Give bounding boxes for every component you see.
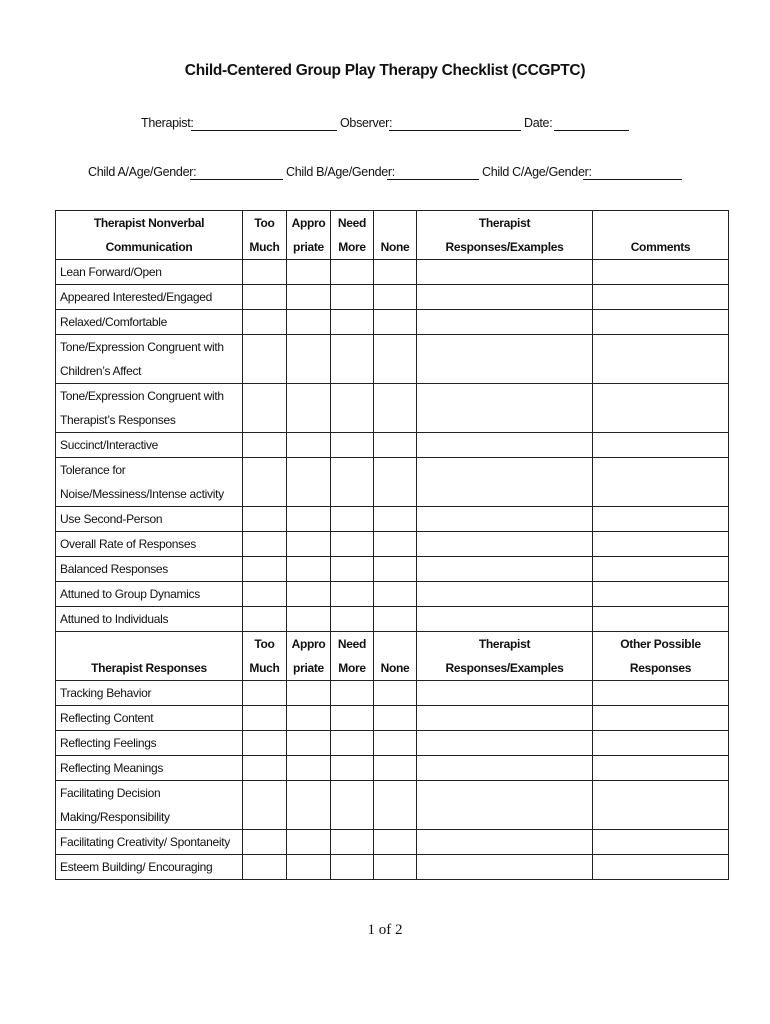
item-label-line: Attuned to Group Dynamics: [60, 587, 200, 601]
appropriate-header: [287, 632, 331, 681]
item-label-line: Making/Responsibility: [60, 810, 170, 824]
header-line: Appro: [291, 637, 326, 651]
too-much-cell[interactable]: [243, 731, 287, 756]
item-label: [56, 681, 243, 706]
item-label: [56, 260, 243, 285]
none-header: [374, 632, 417, 681]
appropriate-cell[interactable]: [287, 582, 331, 607]
examples-cell[interactable]: [417, 731, 593, 756]
examples-header: [417, 211, 593, 260]
observer-label: Observer:: [340, 116, 393, 130]
examples-cell[interactable]: [417, 557, 593, 582]
last-column-cell[interactable]: [593, 458, 729, 507]
item-label: [56, 756, 243, 781]
appropriate-cell[interactable]: [287, 781, 331, 830]
need-more-cell[interactable]: [331, 384, 374, 433]
header-line: Need: [337, 637, 367, 651]
item-label-line: Relaxed/Comfortable: [60, 315, 168, 329]
last-column-cell[interactable]: [593, 756, 729, 781]
item-label: [56, 458, 243, 507]
last-column-cell[interactable]: [593, 855, 729, 880]
child-a-field[interactable]: [190, 165, 283, 180]
none-cell[interactable]: [374, 855, 417, 880]
header-line: Too: [254, 216, 275, 230]
table-row: [56, 507, 729, 532]
item-label-line: Succinct/Interactive: [60, 438, 159, 452]
table-row: [56, 310, 729, 335]
none-cell[interactable]: [374, 781, 417, 830]
need-more-header: [331, 632, 374, 681]
header-line: Therapist Responses/Examples: [445, 216, 564, 254]
too-much-cell[interactable]: [243, 433, 287, 458]
item-label-line: Reflecting Meanings: [60, 761, 164, 775]
header-line: More: [338, 661, 366, 675]
need-more-cell[interactable]: [331, 532, 374, 557]
last-column-cell[interactable]: [593, 706, 729, 731]
too-much-cell[interactable]: [243, 285, 287, 310]
last-column-cell[interactable]: [593, 310, 729, 335]
item-label-line: Children’s Affect: [60, 364, 142, 378]
item-label-line: Use Second-Person: [60, 512, 163, 526]
child-a-label: Child A/Age/Gender:: [88, 165, 197, 179]
last-column-cell[interactable]: [593, 607, 729, 632]
section1-header-row: [56, 211, 729, 260]
table-row: [56, 557, 729, 582]
item-label-line: Facilitating Decision: [60, 786, 161, 800]
examples-cell[interactable]: [417, 756, 593, 781]
checklist-table: [55, 210, 729, 880]
item-label-line: Overall Rate of Responses: [60, 537, 196, 551]
table-row: [56, 335, 729, 384]
item-label-line: Noise/Messiness/Intense activity: [60, 487, 224, 501]
need-more-cell[interactable]: [331, 582, 374, 607]
need-more-cell[interactable]: [331, 557, 374, 582]
header-line: Much: [249, 240, 280, 254]
table-row: [56, 607, 729, 632]
appropriate-cell[interactable]: [287, 557, 331, 582]
need-more-cell[interactable]: [331, 458, 374, 507]
need-more-cell[interactable]: [331, 260, 374, 285]
item-label-line: Appeared Interested/Engaged: [60, 290, 213, 304]
date-label: Date:: [524, 116, 553, 130]
last-column-cell[interactable]: [593, 830, 729, 855]
item-label-line: Tolerance for: [60, 463, 126, 477]
none-cell[interactable]: [374, 830, 417, 855]
need-more-cell[interactable]: [331, 731, 374, 756]
table-row: [56, 706, 729, 731]
too-much-cell[interactable]: [243, 532, 287, 557]
need-more-cell[interactable]: [331, 830, 374, 855]
item-label: [56, 731, 243, 756]
item-label: [56, 433, 243, 458]
examples-cell[interactable]: [417, 260, 593, 285]
appropriate-cell[interactable]: [287, 681, 331, 706]
appropriate-cell[interactable]: [287, 855, 331, 880]
need-more-cell[interactable]: [331, 433, 374, 458]
item-label: [56, 507, 243, 532]
observer-field[interactable]: [389, 116, 521, 131]
table-row: [56, 532, 729, 557]
too-much-cell[interactable]: [243, 310, 287, 335]
none-cell[interactable]: [374, 731, 417, 756]
too-much-cell[interactable]: [243, 260, 287, 285]
section2-header-label: [56, 632, 243, 681]
page-number: 1 of 2: [367, 922, 403, 938]
header-line: Much: [249, 661, 280, 675]
last-column-cell[interactable]: [593, 731, 729, 756]
appropriate-cell[interactable]: [287, 756, 331, 781]
none-cell[interactable]: [374, 706, 417, 731]
document-title: Child-Centered Group Play Therapy Checklist (CCGPTC): [184, 62, 586, 79]
last-column-cell[interactable]: [593, 260, 729, 285]
need-more-cell[interactable]: [331, 507, 374, 532]
table-row: [56, 681, 729, 706]
item-label-line: Facilitating Creativity/ Spontaneity: [60, 835, 230, 849]
appropriate-cell[interactable]: [287, 532, 331, 557]
item-label-line: Reflecting Content: [60, 711, 154, 725]
examples-cell[interactable]: [417, 310, 593, 335]
appropriate-cell[interactable]: [287, 607, 331, 632]
too-much-cell[interactable]: [243, 756, 287, 781]
too-much-header: [243, 211, 287, 260]
item-label-line: Balanced Responses: [60, 562, 169, 576]
child-c-field[interactable]: [583, 165, 682, 180]
header-line: priate: [293, 240, 324, 254]
none-cell[interactable]: [374, 582, 417, 607]
examples-cell[interactable]: [417, 681, 593, 706]
too-much-cell[interactable]: [243, 607, 287, 632]
need-more-cell[interactable]: [331, 310, 374, 335]
examples-cell[interactable]: [417, 855, 593, 880]
too-much-cell[interactable]: [243, 781, 287, 830]
none-cell[interactable]: [374, 285, 417, 310]
header-label-line: Therapist Nonverbal: [93, 216, 205, 230]
too-much-header: [243, 632, 287, 681]
need-more-cell[interactable]: [331, 706, 374, 731]
header-line: Need: [337, 216, 367, 230]
appropriate-cell[interactable]: [287, 285, 331, 310]
table-row: [56, 433, 729, 458]
header-line: Comments: [630, 240, 691, 254]
none-header: [374, 211, 417, 260]
examples-cell[interactable]: [417, 384, 593, 433]
table-row: [56, 781, 729, 830]
examples-cell[interactable]: [417, 830, 593, 855]
need-more-cell[interactable]: [331, 855, 374, 880]
item-label: [56, 384, 243, 433]
none-cell[interactable]: [374, 557, 417, 582]
table-row: [56, 458, 729, 507]
last-column-cell[interactable]: [593, 781, 729, 830]
examples-cell[interactable]: [417, 507, 593, 532]
header-line: priate: [293, 661, 324, 675]
last-column-cell[interactable]: [593, 582, 729, 607]
last-column-cell[interactable]: [593, 285, 729, 310]
none-cell[interactable]: [374, 458, 417, 507]
examples-cell[interactable]: [417, 285, 593, 310]
header-line: Too: [254, 637, 275, 651]
table-row: [56, 260, 729, 285]
examples-cell[interactable]: [417, 706, 593, 731]
too-much-cell[interactable]: [243, 855, 287, 880]
appropriate-cell[interactable]: [287, 433, 331, 458]
table-row: [56, 731, 729, 756]
examples-header: [417, 632, 593, 681]
too-much-cell[interactable]: [243, 335, 287, 384]
item-label: [56, 532, 243, 557]
none-cell[interactable]: [374, 384, 417, 433]
item-label: [56, 706, 243, 731]
need-more-cell[interactable]: [331, 285, 374, 310]
header-line: Therapist Responses/Examples: [445, 637, 564, 675]
too-much-cell[interactable]: [243, 507, 287, 532]
last-column-cell[interactable]: [593, 557, 729, 582]
none-cell[interactable]: [374, 607, 417, 632]
none-cell[interactable]: [374, 507, 417, 532]
none-cell[interactable]: [374, 756, 417, 781]
item-label: [56, 285, 243, 310]
table-row: [56, 384, 729, 433]
header-line: Appro: [291, 216, 326, 230]
last-column-cell[interactable]: [593, 507, 729, 532]
examples-cell[interactable]: [417, 335, 593, 384]
header-line: None: [380, 240, 410, 254]
last-column-cell[interactable]: [593, 335, 729, 384]
header-line: Other Possible Responses: [620, 637, 701, 675]
date-field[interactable]: [554, 116, 629, 131]
child-b-label: Child B/Age/Gender:: [286, 165, 395, 179]
need-more-cell[interactable]: [331, 781, 374, 830]
item-label-line: Tone/Expression Congruent with: [60, 389, 224, 403]
need-more-header: [331, 211, 374, 260]
none-cell[interactable]: [374, 532, 417, 557]
last-column-cell[interactable]: [593, 681, 729, 706]
item-label: [56, 582, 243, 607]
none-cell[interactable]: [374, 310, 417, 335]
item-label-line: Attuned to Individuals: [60, 612, 169, 626]
item-label-line: Tone/Expression Congruent with: [60, 340, 224, 354]
examples-cell[interactable]: [417, 781, 593, 830]
need-more-cell[interactable]: [331, 607, 374, 632]
examples-cell[interactable]: [417, 607, 593, 632]
table-row: [56, 855, 729, 880]
header-label-line: Communication: [105, 240, 193, 254]
table-row: [56, 830, 729, 855]
examples-cell[interactable]: [417, 532, 593, 557]
appropriate-header: [287, 211, 331, 260]
examples-cell[interactable]: [417, 433, 593, 458]
none-cell[interactable]: [374, 260, 417, 285]
therapist-label: Therapist:: [141, 116, 194, 130]
item-label-line: Lean Forward/Open: [60, 265, 162, 279]
item-label: [56, 310, 243, 335]
appropriate-cell[interactable]: [287, 507, 331, 532]
too-much-cell[interactable]: [243, 681, 287, 706]
child-b-field[interactable]: [387, 165, 479, 180]
need-more-cell[interactable]: [331, 756, 374, 781]
item-label: [56, 855, 243, 880]
too-much-cell[interactable]: [243, 458, 287, 507]
child-c-label: Child C/Age/Gender:: [482, 165, 592, 179]
table-row: [56, 582, 729, 607]
table-row: [56, 285, 729, 310]
too-much-cell[interactable]: [243, 384, 287, 433]
item-label: [56, 607, 243, 632]
none-cell[interactable]: [374, 433, 417, 458]
item-label-line: Tracking Behavior: [60, 686, 152, 700]
last-column-cell[interactable]: [593, 384, 729, 433]
appropriate-cell[interactable]: [287, 310, 331, 335]
examples-cell[interactable]: [417, 582, 593, 607]
last-header: [593, 211, 729, 260]
appropriate-cell[interactable]: [287, 384, 331, 433]
item-label: [56, 557, 243, 582]
none-cell[interactable]: [374, 681, 417, 706]
header-line: More: [338, 240, 366, 254]
appropriate-cell[interactable]: [287, 458, 331, 507]
header-label-line: Therapist Responses: [91, 661, 207, 675]
too-much-cell[interactable]: [243, 830, 287, 855]
need-more-cell[interactable]: [331, 335, 374, 384]
item-label-line: Reflecting Feelings: [60, 736, 157, 750]
section1-header-label: [56, 211, 243, 260]
appropriate-cell[interactable]: [287, 335, 331, 384]
section2-header-row: [56, 632, 729, 681]
last-column-cell[interactable]: [593, 433, 729, 458]
item-label-line: Therapist’s Responses: [60, 413, 176, 427]
appropriate-cell[interactable]: [287, 830, 331, 855]
table-row: [56, 756, 729, 781]
item-label-line: Esteem Building/ Encouraging: [60, 860, 213, 874]
item-label: [56, 335, 243, 384]
header-line: None: [380, 661, 410, 675]
appropriate-cell[interactable]: [287, 260, 331, 285]
none-cell[interactable]: [374, 335, 417, 384]
too-much-cell[interactable]: [243, 582, 287, 607]
item-label: [56, 830, 243, 855]
item-label: [56, 781, 243, 830]
too-much-cell[interactable]: [243, 557, 287, 582]
appropriate-cell[interactable]: [287, 731, 331, 756]
appropriate-cell[interactable]: [287, 706, 331, 731]
therapist-field[interactable]: [191, 116, 337, 131]
too-much-cell[interactable]: [243, 706, 287, 731]
last-column-cell[interactable]: [593, 532, 729, 557]
examples-cell[interactable]: [417, 458, 593, 507]
last-header: [593, 632, 729, 681]
need-more-cell[interactable]: [331, 681, 374, 706]
